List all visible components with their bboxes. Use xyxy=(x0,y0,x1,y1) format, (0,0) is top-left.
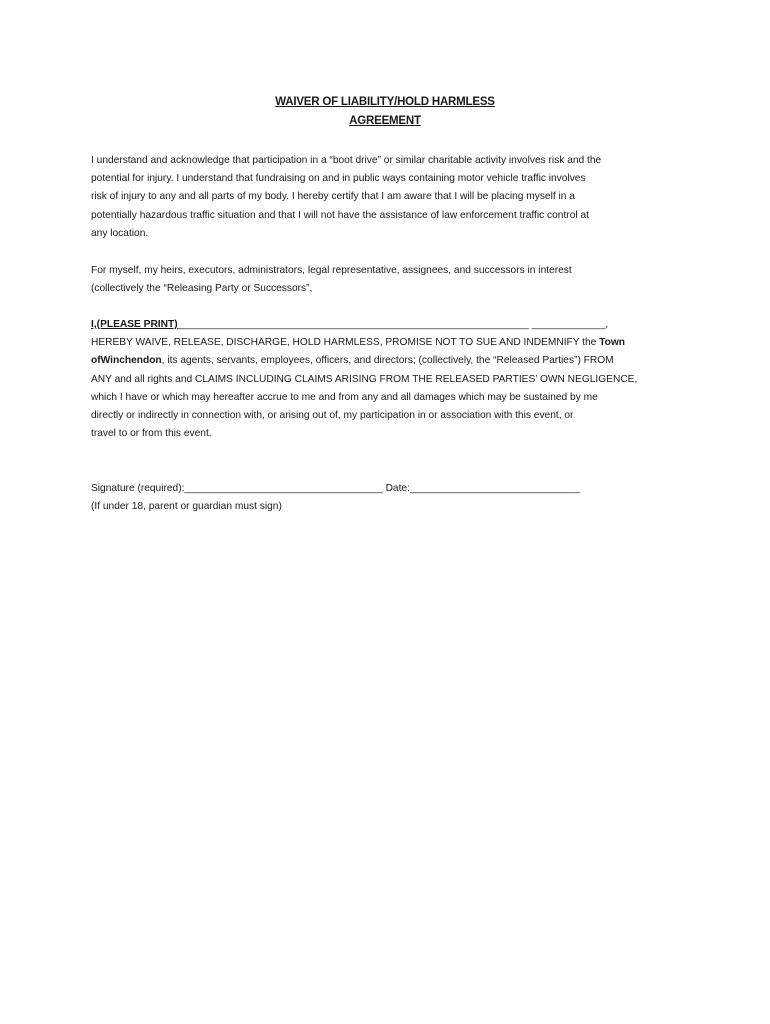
risk-acknowledgement-paragraph xyxy=(91,152,691,243)
paragraph-line: potential for injury. I understand that fundraising on and in public ways containing motor vehicle traffic involves xyxy=(91,173,586,185)
print-prefix: I, xyxy=(91,319,97,330)
signature-block xyxy=(91,480,691,516)
paragraph-line: I understand and acknowledge that participation in a “boot drive” or similar charitable activity involves risk and the xyxy=(91,155,602,166)
paragraph-line: which I have or which may hereafter accrue to me and from any and all damages which may be sustained by me xyxy=(91,391,598,403)
signature-date-line[interactable]: Signature (required):___________________________________ Date:______________________________ xyxy=(91,483,580,494)
paragraph-line: For myself, my heirs, executors, administrators, legal representative, assignees, and successors in interest xyxy=(91,265,572,276)
paragraph-line: directly or indirectly in connection with, or arising out of, my participation in or association with this event, or xyxy=(91,409,574,421)
paragraph-line: (collectively the “Releasing Party or Successors”, xyxy=(91,283,313,295)
release-text: , its agents, servants, employees, officers, and directors; (collectively, the “Released Parties”) FROM xyxy=(161,355,614,367)
paragraph-line: any location. xyxy=(91,227,149,239)
paragraph-line: risk of injury to any and all parts of my body. I hereby certify that I am aware that I will be placing myself in a xyxy=(91,191,575,203)
guardian-note: (If under 18, parent or guardian must sign) xyxy=(91,501,282,513)
print-name-label: (PLEASE PRINT) xyxy=(96,319,178,330)
paragraph-line: potentially hazardous traffic situation and that I will not have the assistance of law enforcement traffic control at xyxy=(91,209,589,221)
paragraph-line: travel to or from this event. xyxy=(91,428,212,440)
town-name-part1: Town xyxy=(599,337,626,349)
releasing-party-paragraph xyxy=(91,262,691,298)
print-name-blank[interactable]: ______________________________________________________________ _____________, xyxy=(177,319,609,330)
paragraph-line xyxy=(91,334,691,352)
paragraph-line: ANY and all rights and CLAIMS INCLUDING CLAIMS ARISING FROM THE RELEASED PARTIES’ OWN NEGLIGENCE, xyxy=(91,373,638,385)
paragraph-line xyxy=(91,352,691,370)
town-name-part2: ofWinchendon xyxy=(91,355,162,367)
document-title-line2: AGREEMENT xyxy=(349,115,421,127)
print-name-line[interactable] xyxy=(91,316,691,334)
document-title-line1: WAIVER OF LIABILITY/HOLD HARMLESS xyxy=(275,96,495,108)
release-paragraph xyxy=(91,316,691,443)
release-text: HEREBY WAIVE, RELEASE, DISCHARGE, HOLD HARMLESS, PROMISE NOT TO SUE AND INDEMNIFY the xyxy=(91,337,600,349)
